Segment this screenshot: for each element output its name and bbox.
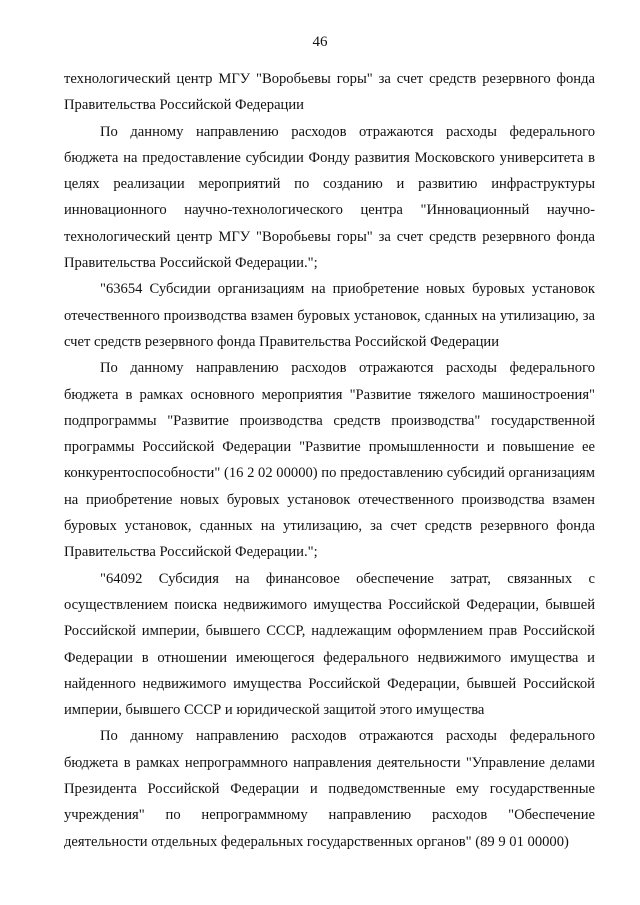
document-body [64, 66, 595, 855]
paragraph-mgu-description: По данному направлению расходов отражаются расходы федерального бюджета на предоставление субсидии Фонду развития Московского университета в целях реализации мероприятий по созданию и развитию инфраструктуры инновационного научно-технологического центра "Инновационный научно-технологический центр МГУ "Воробьевы горы" за счет средств резервного фонда Правительства Российской Федерации."; [64, 123, 595, 272]
page-number: 46 [312, 34, 328, 50]
paragraph-63654-description: По данному направлению расходов отражаются расходы федерального бюджета в рамках основного мероприятия "Развитие тяжелого машиностроения" подпрограммы "Развитие производства средств производства" государственной программы Российской Федерации "Развитие промышленности и повышение ее конкурентоспособности" (16 2 02 00000) по предоставлению субсидий организациям на приобретение новых буровых установок отечественного производства взамен буровых установок, сданных на утилизацию, за счет средств резервного фонда Правительства Российской Федерации."; [64, 360, 595, 561]
paragraph-64092-description: По данному направлению расходов отражаются расходы федерального бюджета в рамках непрограммного направления деятельности "Управление делами Президента Российской Федерации и подведомственные ему государственные учреждения" по непрограммному направлению расходов "Обеспечение деятельности отдельных федеральных государственных органов" (89 9 01 00000) [64, 728, 595, 850]
paragraph-63654-title: "63654 Субсидии организациям на приобретение новых буровых установок отечественного производства взамен буровых установок, сданных на утилизацию, за счет средств резервного фонда Правительства Российской Федерации [64, 281, 595, 350]
paragraph-64092-title: "64092 Субсидия на финансовое обеспечение затрат, связанных с осуществлением поиска недвижимого имущества Российской Федерации, бывшей Российской империи, бывшего СССР, надлежащим оформлением прав Российской Федерации в отношении имеющегося федерального недвижимого имущества и найденного недвижимого имущества Российской Федерации, бывшей Российской империи, бывшего СССР и юридической защитой этого имущества [64, 570, 595, 719]
paragraph-continuation: технологический центр МГУ "Воробьевы горы" за счет средств резервного фонда Правительства Российской Федерации [64, 71, 595, 114]
